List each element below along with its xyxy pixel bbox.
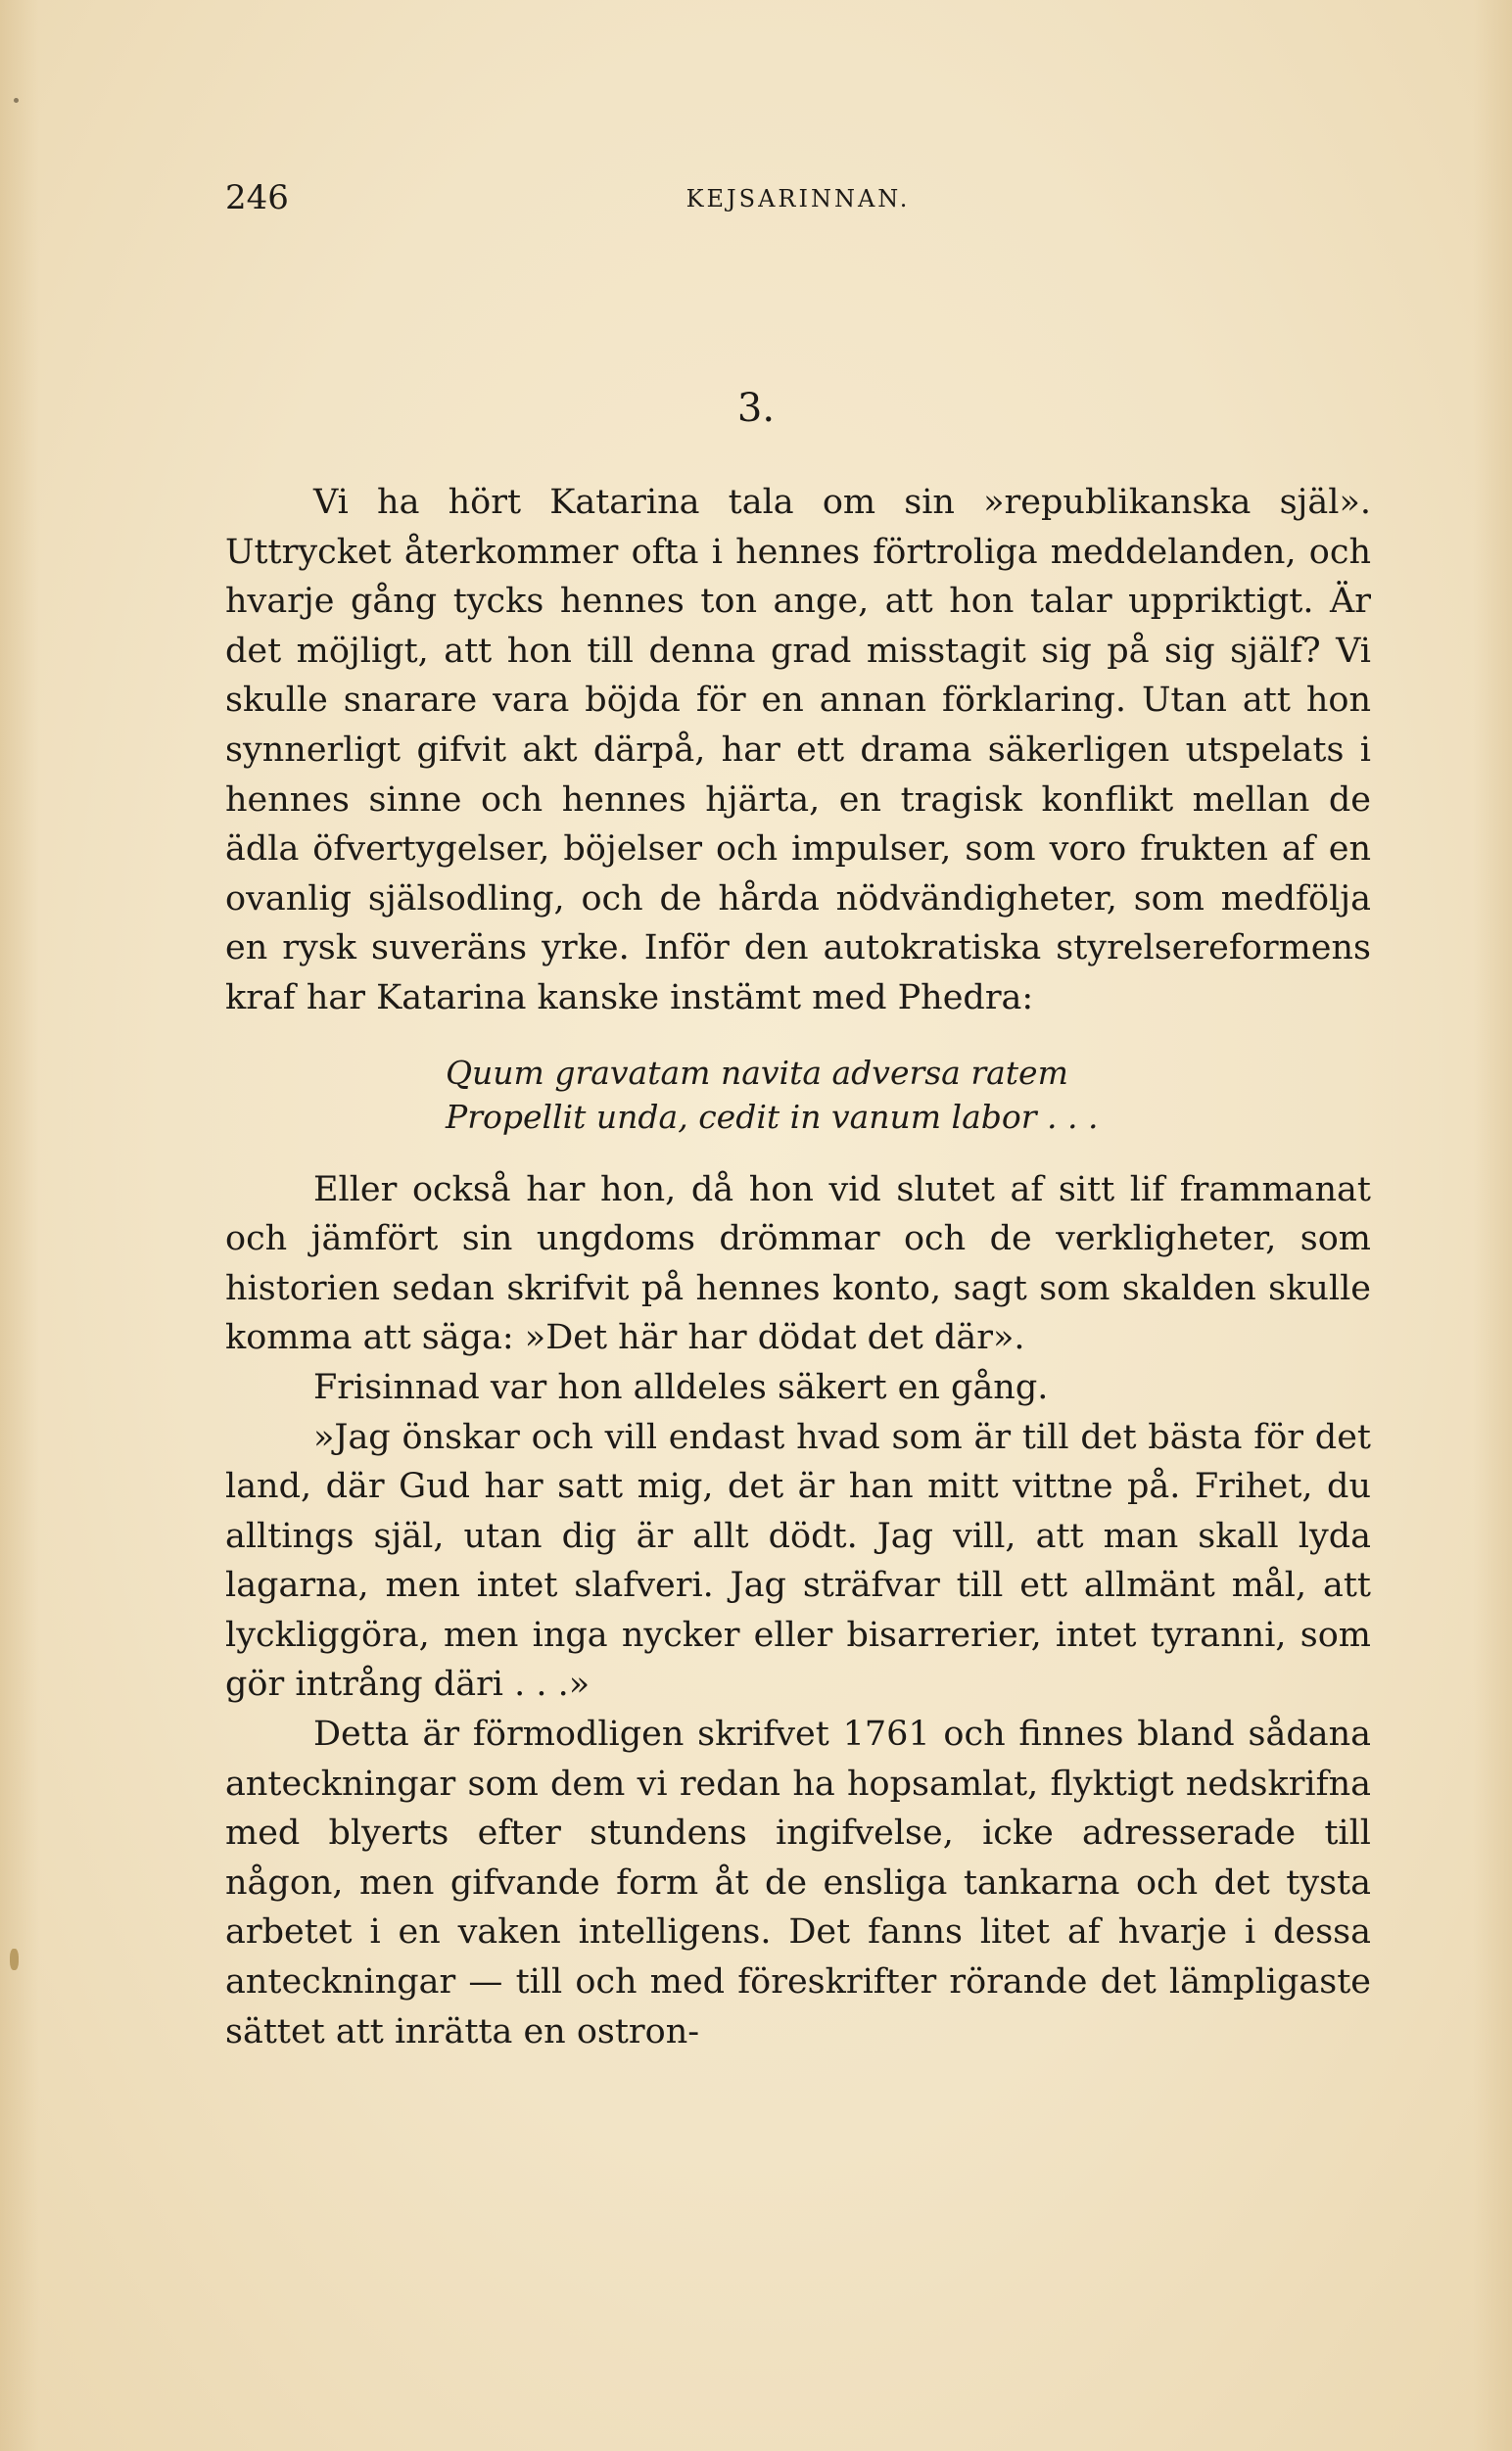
latin-verse-quote bbox=[225, 1051, 1371, 1139]
verse-line: Quum gravatam navita adversa ratem bbox=[446, 1053, 1068, 1092]
paragraph: Vi ha hört Katarina tala om sin »republikanska själ». Uttrycket återkommer ofta i hennes förtroliga meddelanden, och hvarje gång tycks hennes ton ange, att hon talar uppriktigt. Är det möjligt, att hon till denna grad misstagit sig på sig själf? Vi skulle snarare vara böjda för en annan förklaring. Utan att hon synnerligt gifvit akt därpå, har ett drama säkerligen utspelats i hennes sinne och hennes hjärta, en tragisk konflikt mellan de ädla öfvertygelser, böjelser och impulser, som voro frukten af en ovanlig själsodling, och de hårda nödvändigheter, som medfölja en rysk suveräns yrke. Inför den autokratiska styrelsereformens kraf har Katarina kanske instämt med Phedra: bbox=[225, 483, 1371, 1017]
page-header bbox=[225, 176, 1371, 235]
paragraph: Eller också har hon, då hon vid slutet af sitt lif frammanat och jämfört sin ungdoms drömmar och de verkligheter, som historien sedan skrifvit på hennes konto, sagt som skalden skulle komma att säga: »Det här har dödat det där». bbox=[225, 1169, 1371, 1358]
paragraph: Detta är förmodligen skrifvet 1761 och finnes bland sådana anteckningar som dem vi redan ha hopsamlat, flyktigt nedskrifna med blyerts efter stundens ingifvelse, icke adresserade till någon, men gifvande form åt de ensliga tankarna och det tysta arbetet i en vaken intelligens. Det fanns litet af hvarje i dessa anteckningar — till och med föreskrifter rörande det lämpligaste sättet att inrätta en ostron- bbox=[225, 1715, 1371, 2051]
section-number: 3. bbox=[736, 386, 776, 431]
page-edge-shadow-right bbox=[1473, 0, 1512, 2451]
verse-line: Propellit unda, cedit in vanum labor . . . bbox=[446, 1097, 1099, 1136]
paragraph: Frisinnad var hon alldeles säkert en gång. bbox=[313, 1367, 1049, 1407]
running-title: KEJSARINNAN. bbox=[685, 185, 911, 212]
paper-stain bbox=[10, 1949, 19, 1970]
paragraph: »Jag önskar och vill endast hvad som är till det bästa för det land, där Gud har satt mig, det är han mitt vittne på. Frihet, du alltings själ, utan dig är allt dödt. Jag vill, att man skall lyda lagarna, men intet slafveri. Jag sträfvar till ett allmänt mål, att lyckliggöra, men inga nycker eller bisarrerier, intet tyranni, som gör intrång däri . . .» bbox=[225, 1417, 1371, 1705]
page-number: 246 bbox=[225, 178, 289, 217]
page-edge-shadow-left bbox=[0, 0, 39, 2451]
body-text bbox=[225, 478, 1371, 2056]
paper-speck bbox=[14, 98, 19, 103]
